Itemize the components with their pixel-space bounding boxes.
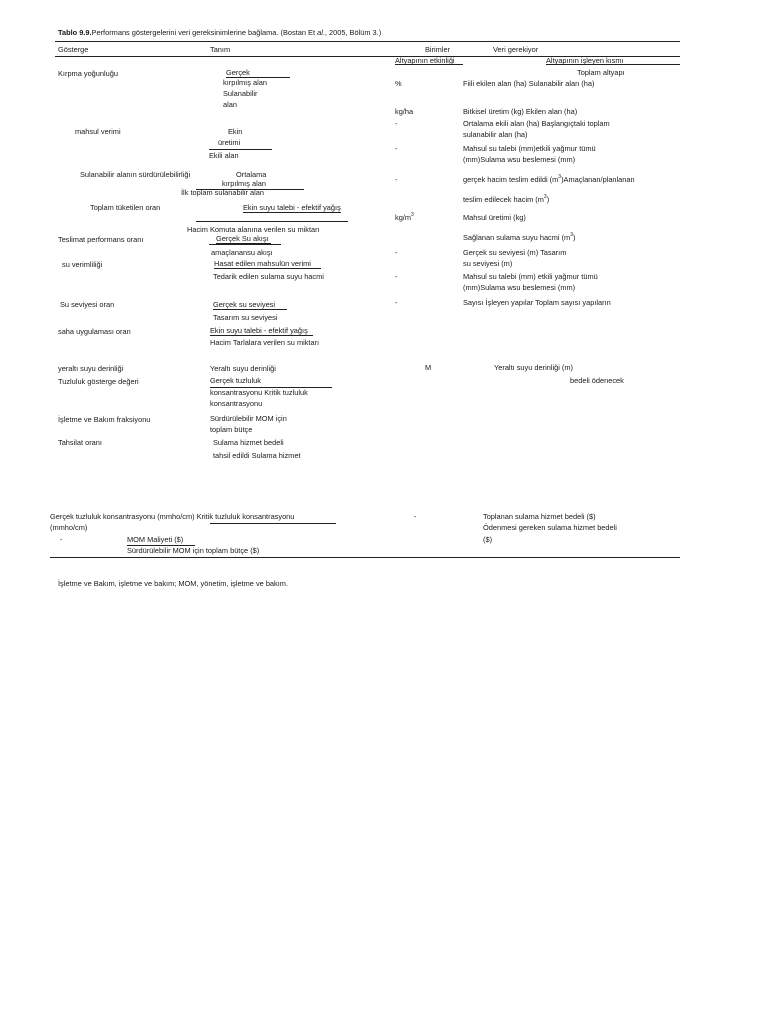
r1-data-top: Toplam altyapı bbox=[577, 68, 625, 77]
indicator-kirpma: Kırpma yoğunluğu bbox=[58, 69, 118, 78]
r6-data-c: Mahsul su talebi (mm) etkili yağmur tümü bbox=[463, 272, 598, 281]
r1-def-d: alan bbox=[223, 100, 237, 109]
r5-data-text: Sağlanan sulama suyu hacmi (m bbox=[463, 233, 571, 242]
r3-def-b: kırpılmış alan bbox=[222, 179, 266, 188]
r3-data-a-sup: 3 bbox=[558, 174, 562, 180]
r3-def-c: İlk toplam sulanabilir alan bbox=[181, 188, 264, 197]
caption-label: Tablo 9.9. bbox=[58, 28, 92, 37]
r2-unit-a: kg/ha bbox=[395, 107, 414, 116]
r6-unit-a: - bbox=[395, 248, 398, 257]
r5-data-tail: ) bbox=[573, 233, 576, 242]
indicator-su-verimliligi: su verimliliği bbox=[62, 260, 103, 269]
header-altyapi-etkinligi: Altyapının etkinliği bbox=[395, 56, 455, 65]
r1-def-a: Gerçek bbox=[226, 68, 290, 78]
bottom-data-a: Toplanan sulama hizmet bedeli ($) bbox=[483, 512, 596, 521]
r3-unit: - bbox=[395, 175, 398, 184]
r2-data-e: (mm)Sulama wsu beslemesi (mm) bbox=[463, 155, 576, 164]
r6-def-b: Tedarik edilen sulama suyu hacmi bbox=[213, 272, 324, 281]
caption-text: Performans göstergelerini veri gereksinimlerine bağlama. (Bostan Et bbox=[91, 28, 316, 37]
table-bottom-rule bbox=[50, 557, 680, 558]
r6-data-b: su seviyesi (m) bbox=[463, 259, 513, 268]
etkinligi-rule bbox=[395, 64, 463, 65]
r3-data-a-text: gerçek hacim teslim edildi (m bbox=[463, 175, 559, 184]
r4-unit-text: kg/m bbox=[395, 213, 412, 222]
r10-data: bedeli ödenecek bbox=[570, 376, 624, 385]
r4-unit bbox=[395, 213, 414, 222]
indicator-tahsilat: Tahsilat oranı bbox=[58, 438, 102, 447]
r2-data-a: Bitkisel üretim (kg) Ekilen alan (ha) bbox=[463, 107, 578, 116]
bottom-data-c: ($) bbox=[483, 535, 493, 544]
r3-data-b bbox=[463, 195, 549, 204]
header-veri: Veri gerekiyor bbox=[493, 45, 539, 54]
r4-def-rule bbox=[196, 221, 348, 222]
r5-def-rule bbox=[209, 244, 281, 245]
r3-data-b-sup: 3 bbox=[543, 194, 547, 200]
r7-def-b: Tasarım su seviyesi bbox=[213, 313, 278, 322]
r11-def-b: toplam bütçe bbox=[210, 425, 253, 434]
header-tanim: Tanım bbox=[210, 45, 231, 54]
r4-unit-sup: 3 bbox=[411, 212, 414, 218]
bottom-line-a: Gerçek tuzluluk konsantrasyonu (mmho/cm) Kritik tuzluluk konsantrasyonu bbox=[50, 512, 295, 521]
r6-data-a: Gerçek su seviyesi (m) Tasarım bbox=[463, 248, 567, 257]
r2-unit-b: - bbox=[395, 119, 398, 128]
r7-data: Sayısı İşleyen yapılar Toplam sayısı yapıların bbox=[463, 298, 611, 307]
r2-def-c: Ekili alan bbox=[209, 151, 239, 160]
r5-def-a: Gerçek Su akışı bbox=[216, 234, 269, 243]
r1-unit: % bbox=[395, 79, 402, 88]
r4-def-b: Hacim Komuta alanına verilen su miktarı bbox=[187, 225, 320, 234]
indicator-toplam-tuketilen: Toplam tüketilen oran bbox=[90, 203, 161, 212]
isleyen-rule bbox=[546, 64, 680, 65]
r5-data-sup: 3 bbox=[570, 232, 573, 238]
indicator-mahsul-verimi: mahsul verimi bbox=[75, 127, 121, 136]
bottom-unit: - bbox=[414, 512, 417, 521]
bottom-mom-b: Sürdürülebilir MOM için toplam bütçe ($) bbox=[127, 546, 260, 555]
r2-data-b: Ortalama ekili alan (ha) Başlangıçtaki toplam bbox=[463, 119, 610, 128]
caption-tail: ., 2005, Bölüm 3.) bbox=[322, 28, 382, 37]
r9-def: Yeraltı suyu derinliği bbox=[210, 364, 276, 373]
r5-data bbox=[463, 233, 575, 242]
r3-def-a: Ortalama bbox=[236, 170, 267, 179]
r3-data-a bbox=[463, 175, 635, 184]
r3-data-b-tail: ) bbox=[546, 195, 550, 204]
r7-unit: - bbox=[395, 298, 398, 307]
indicator-yeralti: yeraltı suyu derinliği bbox=[58, 364, 124, 373]
r12-def-b: tahsil edildi Sulama hizmet bbox=[213, 451, 301, 460]
r10-def-c: konsantrasyonu bbox=[210, 399, 263, 408]
indicator-su-seviyesi: Su seviyesi oran bbox=[60, 300, 115, 309]
indicator-saha: saha uygulaması oran bbox=[58, 327, 131, 336]
r7-def-a: Gerçek su seviyesi bbox=[213, 300, 287, 310]
r10-def-b: konsantrasyonu Kritik tuzluluk bbox=[210, 388, 308, 397]
header-gosterge: Gösterge bbox=[58, 45, 89, 54]
r1-def-c: Sulanabilir bbox=[223, 89, 258, 98]
r8-def-a: Ekin suyu talebi - efektif yağış bbox=[210, 326, 313, 336]
r3-data-b-text: teslim edilecek hacim (m bbox=[463, 195, 544, 204]
r2-data-c: sulanabilir alan (ha) bbox=[463, 130, 528, 139]
r6-data-d: (mm)Sulama wsu beslemesi (mm) bbox=[463, 283, 576, 292]
table-footnote: İşletme ve Bakım, işletme ve bakım; MOM, yönetim, işletme ve bakım. bbox=[58, 579, 288, 588]
table-caption bbox=[58, 28, 381, 37]
r1-def-b: kırpılmış alan bbox=[223, 78, 267, 87]
r10-def-a: Gerçek tuzluluk bbox=[210, 376, 261, 385]
r11-def-a: Sürdürülebilir MOM için bbox=[210, 414, 287, 423]
r6-unit-b: - bbox=[395, 272, 398, 281]
r9-data: Yeraltı suyu derinliği (m) bbox=[494, 363, 574, 372]
indicator-teslimat: Teslimat performans oranı bbox=[58, 235, 144, 244]
r2-unit-c: - bbox=[395, 144, 398, 153]
bottom-dash: - bbox=[60, 535, 63, 544]
bottom-data-b: Ödenmesi gereken sulama hizmet bedeli bbox=[483, 523, 617, 532]
indicator-tuzluluk: Tuzluluk gösterge değeri bbox=[58, 377, 139, 386]
r2-def-b: üretimi bbox=[218, 138, 241, 147]
caption-italic: al bbox=[317, 28, 323, 37]
bottom-line-a-rule bbox=[210, 523, 336, 524]
r2-def-a: Ekin bbox=[228, 127, 243, 136]
r8-def-b: Hacim Tarlalara verilen su miktarı bbox=[210, 338, 320, 347]
r2-data-d: Mahsul su talebi (mm)etkili yağmur tümü bbox=[463, 144, 596, 153]
table-top-rule bbox=[55, 41, 680, 42]
r2-def-rule bbox=[209, 149, 272, 150]
r5-def-b: amaçlanansu akışı bbox=[211, 248, 273, 257]
r1-data-a: Fiili ekilen alan (ha) Sulanabilir alan (ha) bbox=[463, 79, 595, 88]
r9-unit: M bbox=[425, 363, 432, 372]
r12-def-a: Sulama hizmet bedeli bbox=[213, 438, 284, 447]
bottom-line-b: (mmho/cm) bbox=[50, 523, 88, 532]
r6-def-a: Hasat edilen mahsulün verimi bbox=[214, 259, 321, 269]
indicator-isletme: İşletme ve Bakım fraksiyonu bbox=[58, 415, 151, 424]
bottom-mom-a: MOM Maliyeti ($) bbox=[127, 535, 184, 544]
r4-data: Mahsul üretimi (kg) bbox=[463, 213, 526, 222]
header-birimler: Birimler bbox=[425, 45, 451, 54]
r3-data-a-tail: )Amaçlanan/planlanan bbox=[561, 175, 635, 184]
indicator-sulanabilir: Sulanabilir alanın sürdürülebilirliği bbox=[80, 170, 191, 179]
header-altyapi-isleyen: Altyapının işleyen kısmı bbox=[546, 56, 624, 65]
r4-def-a: Ekin suyu talebi - efektif yağış bbox=[243, 203, 341, 212]
